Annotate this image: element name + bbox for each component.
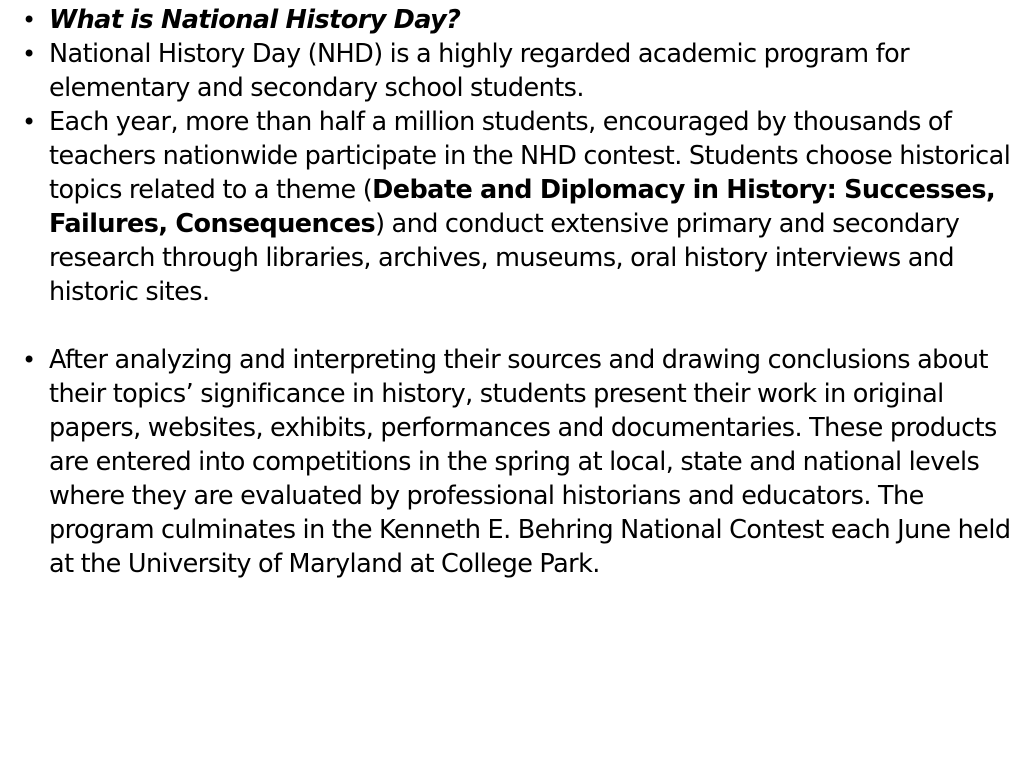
definition-text: National History Day (NHD) is a highly regarded academic program for elementary and secondary school students. xyxy=(49,39,910,103)
bullet-question xyxy=(22,3,1012,37)
question-heading: What is National History Day? xyxy=(49,5,461,35)
bullet-icon: • xyxy=(22,346,36,374)
competition-text: After analyzing and interpreting their sources and drawing conclusions about their topics’ significance in history, students present their work in original papers, websites, exhibits, performances and documentaries. These products are entered into competitions in the spring at local, state and national levels where they are evaluated by professional historians and educators. The program culminates in the Kenneth E. Behring National Contest each June held at the University of Maryland at College Park. xyxy=(49,345,1011,579)
theme-name: Debate and Diplomacy in History: Successes, Failures, Consequences xyxy=(49,175,996,239)
bullet-definition xyxy=(22,37,1012,105)
participation-text-after: ) and conduct extensive primary and secondary research through libraries, archives, museums, oral history interviews and historic sites. xyxy=(49,209,960,307)
bullet-icon: • xyxy=(22,40,36,68)
participation-text-before: Each year, more than half a million students, encouraged by thousands of teachers nationwide participate in the NHD contest. Students choose historical topics related to a theme ( xyxy=(49,107,1011,205)
bullet-icon: • xyxy=(22,6,36,34)
bullet-icon: • xyxy=(22,108,36,136)
bullet-participation xyxy=(22,105,1012,309)
bullet-competition xyxy=(22,343,1012,581)
bullet-list xyxy=(22,3,1012,581)
